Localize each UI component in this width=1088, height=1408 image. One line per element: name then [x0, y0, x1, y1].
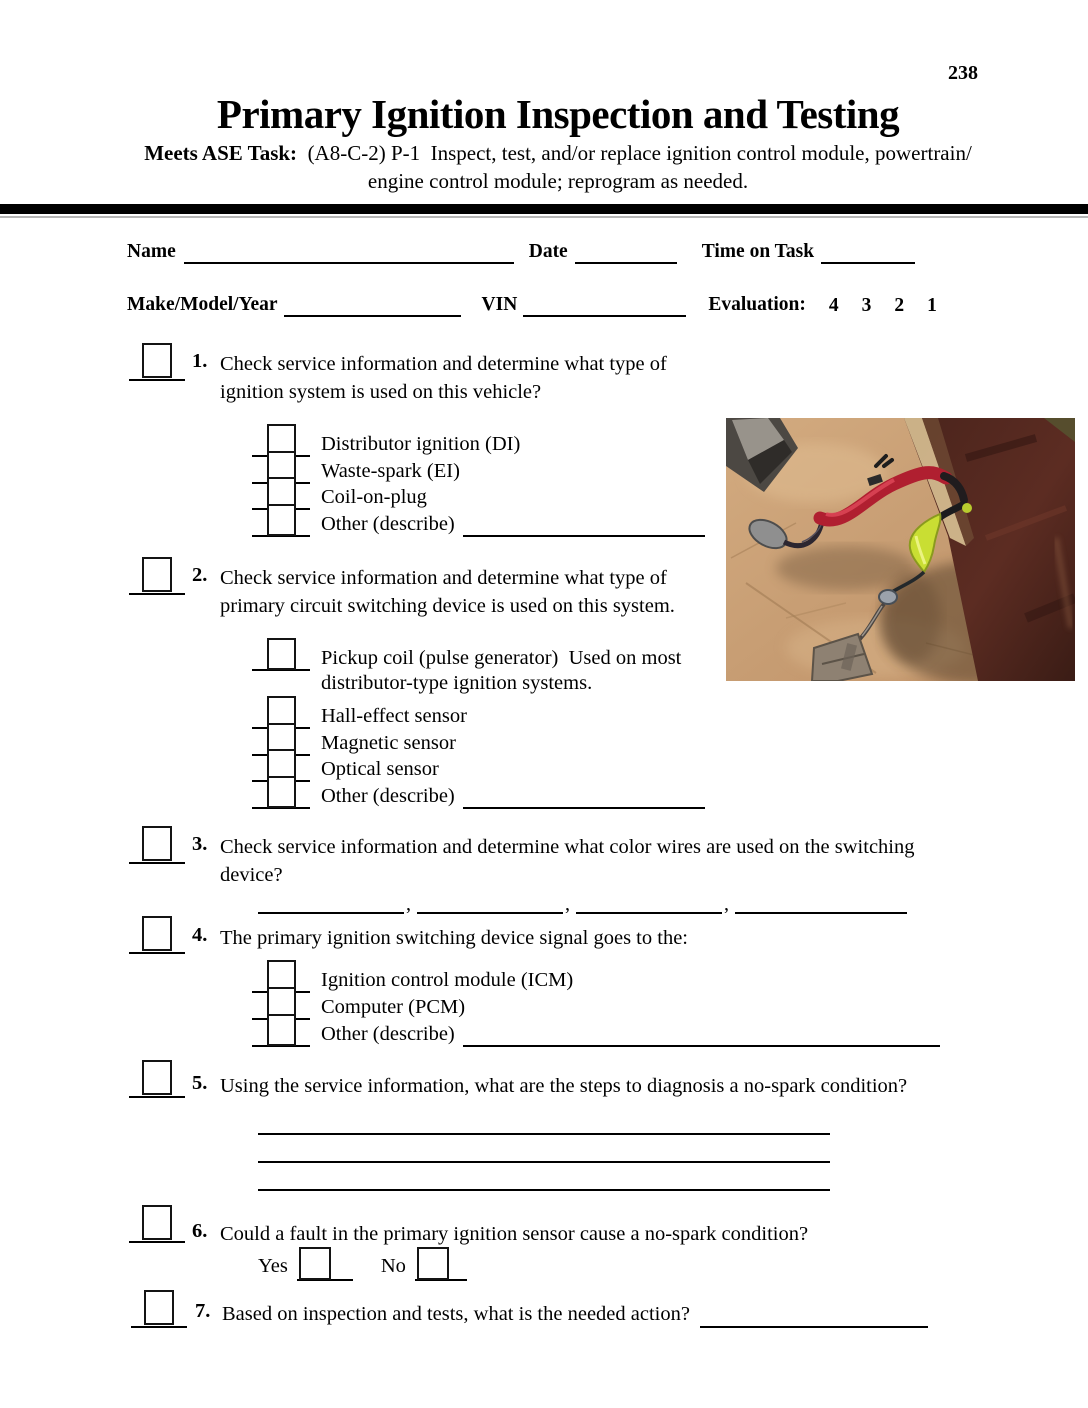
q1-checkbox-line: [129, 379, 185, 381]
q1-other-describe-blank[interactable]: [463, 511, 705, 537]
q3-text-line1: Check service information and determine what color wires are used on the switching: [220, 836, 915, 858]
date-label: Date: [528, 241, 568, 262]
q3-separator-2: ,: [565, 893, 570, 915]
q1-option-distributor-label: Distributor ignition (DI): [321, 433, 521, 455]
ase-task-label: Meets ASE Task:: [144, 141, 298, 165]
name-label: Name: [127, 241, 176, 262]
q2-checkbox-line: [129, 593, 185, 595]
q7-checkbox-line: [131, 1326, 187, 1328]
q5-number: 5.: [192, 1072, 208, 1094]
q6-number: 6.: [192, 1220, 208, 1242]
q4-option-icm-label: Ignition control module (ICM): [321, 969, 574, 991]
q4-option-other-label: Other (describe): [321, 1023, 455, 1045]
q7-checkbox-box[interactable]: [144, 1290, 174, 1325]
q7-task-checkbox[interactable]: [131, 1290, 189, 1328]
q2-option-optical-label: Optical sensor: [321, 758, 439, 780]
make-model-year-label: Make/Model/Year: [127, 294, 278, 315]
info-row-1: [127, 240, 915, 264]
evaluation-label: Evaluation:: [708, 294, 806, 315]
q1-option-waste-spark-label: Waste-spark (EI): [321, 460, 460, 482]
vin-label: VIN: [481, 294, 518, 315]
q2-option-hall-effect-label: Hall-effect sensor: [321, 705, 467, 727]
q2-option-pickup-coil-label-line2: distributor-type ignition systems.: [321, 672, 593, 694]
q4-other-describe-blank[interactable]: [463, 1021, 940, 1047]
q2-checkbox-box[interactable]: [142, 557, 172, 592]
q6-yes-label: Yes: [258, 1255, 288, 1277]
page-number: 238: [948, 62, 978, 84]
q2-option-pickup-coil-checkbox[interactable]: [252, 638, 310, 671]
q1-text-line2: ignition system is used on this vehicle?: [220, 381, 542, 403]
time-on-task-field-blank[interactable]: [821, 240, 915, 264]
q2-option-magnetic-label: Magnetic sensor: [321, 732, 456, 754]
q2-option-other-label: Other (describe): [321, 785, 455, 807]
q7-text-line1: Based on inspection and tests, what is the needed action?: [222, 1303, 690, 1325]
q3-separator-1: ,: [406, 893, 411, 915]
q1-option-other-box[interactable]: [267, 504, 296, 536]
info-row-2: [127, 293, 937, 317]
header-divider-bar: [0, 204, 1088, 214]
q6-yes-no-row: [258, 1247, 467, 1281]
q1-text-line1: Check service information and determine what type of: [220, 353, 667, 375]
q4-option-other-checkbox[interactable]: [252, 1014, 310, 1047]
q4-number: 4.: [192, 924, 208, 946]
make-model-year-field-blank[interactable]: [284, 293, 461, 317]
q3-wire-color-blank-2[interactable]: [417, 890, 563, 914]
q4-checkbox-box[interactable]: [142, 916, 172, 951]
q3-task-checkbox[interactable]: [129, 826, 187, 864]
q5-task-checkbox[interactable]: [129, 1060, 187, 1098]
q5-checkbox-box[interactable]: [142, 1060, 172, 1095]
q7-text-row: [222, 1300, 928, 1328]
evaluation-score-1[interactable]: 1: [927, 295, 937, 316]
q1-number: 1.: [192, 350, 208, 372]
q2-option-pickup-coil-box[interactable]: [267, 638, 296, 670]
q5-text-line1: Using the service information, what are the steps to diagnosis a no-spark condition?: [220, 1075, 908, 1097]
ase-task-line2: engine control module; reprogram as needed.: [367, 169, 749, 193]
q6-checkbox-line: [129, 1241, 185, 1243]
q1-option-coil-on-plug-label: Coil-on-plug: [321, 486, 427, 508]
q1-option-other-checkbox[interactable]: [252, 504, 310, 537]
q3-separator-3: ,: [724, 893, 729, 915]
q6-task-checkbox[interactable]: [129, 1205, 187, 1243]
ase-task-line1: [14, 141, 1088, 166]
q6-no-checkbox[interactable]: [415, 1247, 467, 1281]
q4-checkbox-line: [129, 952, 185, 954]
q6-yes-box[interactable]: [299, 1247, 331, 1280]
q7-needed-action-blank[interactable]: [700, 1302, 928, 1328]
q3-checkbox-box[interactable]: [142, 826, 172, 861]
ase-task-text: (A8-C-2) P-1 Inspect, test, and/or replace ignition control module, powertrain/: [297, 141, 972, 165]
header-divider-shadow: [0, 216, 1088, 218]
q2-other-describe-blank[interactable]: [463, 783, 705, 809]
q1-option-other-label: Other (describe): [321, 513, 455, 535]
q4-option-other-box[interactable]: [267, 1014, 296, 1046]
q3-wire-color-blank-4[interactable]: [735, 890, 907, 914]
q1-option-other: [252, 504, 705, 537]
q4-task-checkbox[interactable]: [129, 916, 187, 954]
q3-text-line2: device?: [220, 864, 283, 886]
q3-wire-color-blank-1[interactable]: [258, 890, 404, 914]
q5-answer-line-1[interactable]: [258, 1133, 830, 1135]
name-field-blank[interactable]: [184, 240, 514, 264]
q4-text-line1: The primary ignition switching device signal goes to the:: [220, 927, 688, 949]
date-field-blank[interactable]: [575, 240, 677, 264]
q2-text-line2: primary circuit switching device is used on this system.: [220, 595, 675, 617]
q5-checkbox-line: [129, 1096, 185, 1098]
q6-text-line1: Could a fault in the primary ignition sensor cause a no-spark condition?: [220, 1223, 809, 1245]
q2-option-other-checkbox[interactable]: [252, 776, 310, 809]
q6-no-box[interactable]: [417, 1247, 449, 1280]
q3-number: 3.: [192, 833, 208, 855]
q7-number: 7.: [195, 1300, 211, 1322]
q2-option-other: [252, 776, 705, 809]
vin-field-blank[interactable]: [523, 293, 686, 317]
evaluation-score-4[interactable]: 4: [828, 295, 839, 316]
q2-number: 2.: [192, 564, 208, 586]
q2-task-checkbox[interactable]: [129, 557, 187, 595]
q5-answer-line-3[interactable]: [258, 1189, 830, 1191]
q3-wire-color-blank-3[interactable]: [576, 890, 722, 914]
q3-checkbox-line: [129, 862, 185, 864]
evaluation-score-2[interactable]: 2: [894, 295, 905, 316]
q2-option-pickup-coil: [252, 638, 681, 671]
q3-wire-color-blanks: [258, 890, 907, 914]
evaluation-score-3[interactable]: 3: [861, 295, 872, 316]
q1-task-checkbox[interactable]: [129, 343, 187, 381]
q4-option-other: [252, 1014, 940, 1047]
q2-text-line1: Check service information and determine what type of: [220, 567, 667, 589]
q1-checkbox-box[interactable]: [142, 343, 172, 378]
q5-answer-line-2[interactable]: [258, 1161, 830, 1163]
q6-no-label: No: [380, 1255, 406, 1277]
q6-yes-checkbox[interactable]: [297, 1247, 353, 1281]
time-on-task-label: Time on Task: [701, 241, 815, 262]
q6-checkbox-box[interactable]: [142, 1205, 172, 1240]
wiring-photo-svg: [726, 418, 1075, 681]
q2-option-other-box[interactable]: [267, 776, 296, 808]
page-title: Primary Ignition Inspection and Testing: [216, 91, 900, 137]
q2-option-pickup-coil-label: Pickup coil (pulse generator) Used on most: [321, 647, 682, 669]
wiring-photo: [726, 418, 1075, 681]
q4-option-pcm-label: Computer (PCM): [321, 996, 466, 1018]
